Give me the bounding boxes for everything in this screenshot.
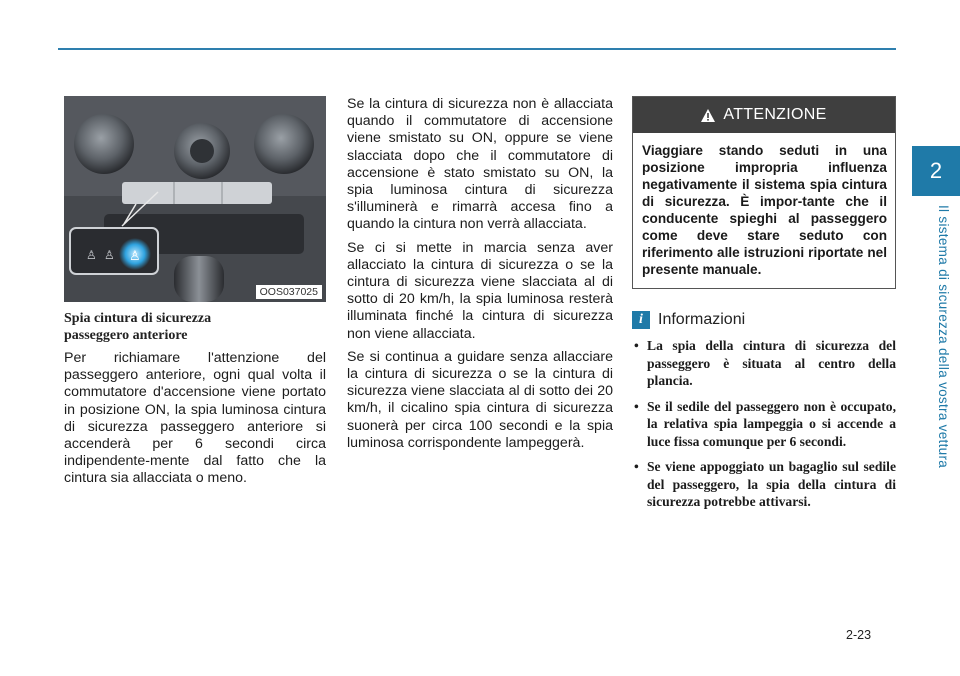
warning-text: Viaggiare stando seduti in una posizione impropria influenza negativamente il sistema spia cintura di sicurezza. È impor-tante che il conducente spieghi al passeggero come deve stare seduto con riferimento alle istruzioni riportate nel presente manuale.	[642, 143, 887, 277]
svg-text:♙: ♙	[104, 248, 115, 262]
svg-text:♙: ♙	[86, 248, 97, 262]
chapter-number-tab: 2	[912, 146, 960, 196]
dashboard-figure	[64, 96, 326, 302]
chapter-title: Il sistema di sicurezza della vostra vettura	[936, 205, 951, 469]
list-item: • Se viene appoggiato un bagaglio sul sedile del passeggero, la spia della cintura di sicurezza potrebbe attivarsi.	[632, 458, 896, 511]
info-list	[632, 337, 896, 511]
paragraph: Se ci si mette in marcia senza aver allacciato la cintura di sicurezza o se la cintura di sicurezza viene slacciata al di sotto di 20 km/h, la spia luminosa resterà illuminata finché la cintura di sicurezza non viene allacciata.	[347, 239, 613, 342]
list-item: • La spia della cintura di sicurezza del passeggero è situata al centro della plancia.	[632, 337, 896, 390]
svg-text:♙: ♙	[129, 249, 141, 264]
warning-box	[632, 96, 896, 289]
left-knob	[74, 114, 134, 174]
column-right	[632, 96, 896, 519]
paragraph: Se si continua a guidare senza allacciare la cintura di sicurezza o se la cintura di sicurezza viene slacciata al di sotto dei 20 km/h, il cicalino spia cintura di sicurezza suonerà per circa 100 secondi e la spia luminosa corrispondente lampeggerà.	[347, 348, 613, 451]
header-rule	[58, 48, 896, 50]
info-header	[632, 311, 896, 329]
figure-code: OOS037025	[256, 285, 322, 299]
paragraph: Per richiamare l'attenzione del passeggero anteriore, ogni qual volta il commutatore d'accensione viene portato in posizione ON, la spia luminosa cintura di sicurezza passeggero anteriore si accenderà per 6 secondi circa indipendente-mente dal fatto che la cintura sia allacciata o meno.	[64, 350, 326, 487]
gear-shifter	[174, 256, 224, 302]
paragraph: Se la cintura di sicurezza non è allacciata quando il commutatore di accensione viene smistato su ON, oppure se viene slacciata dopo che il commutatore di accensione è stato smistato su ON, la spia luminosa cintura di sicurezza s'illuminerà e rimarrà accesa fino a quando la cintura non verrà allacciata.	[347, 96, 613, 233]
column-middle	[347, 96, 613, 452]
info-title: Informazioni	[658, 311, 746, 328]
section-heading: Spia cintura di sicurezza passeggero anteriore	[64, 311, 212, 343]
column-left	[64, 96, 326, 488]
info-icon: i	[632, 311, 650, 329]
dashboard-photo	[64, 96, 326, 302]
right-knob	[254, 114, 314, 174]
page-number: 2-23	[846, 628, 872, 642]
warning-title: ATTENZIONE	[723, 106, 827, 123]
warning-triangle-icon	[701, 109, 715, 122]
list-item: • Se il sedile del passeggero non è occupato, la relativa spia lampeggia o si accende a luce fissa comunque per 6 secondi.	[632, 398, 896, 451]
button-strip	[122, 182, 272, 204]
warning-header	[633, 97, 895, 133]
